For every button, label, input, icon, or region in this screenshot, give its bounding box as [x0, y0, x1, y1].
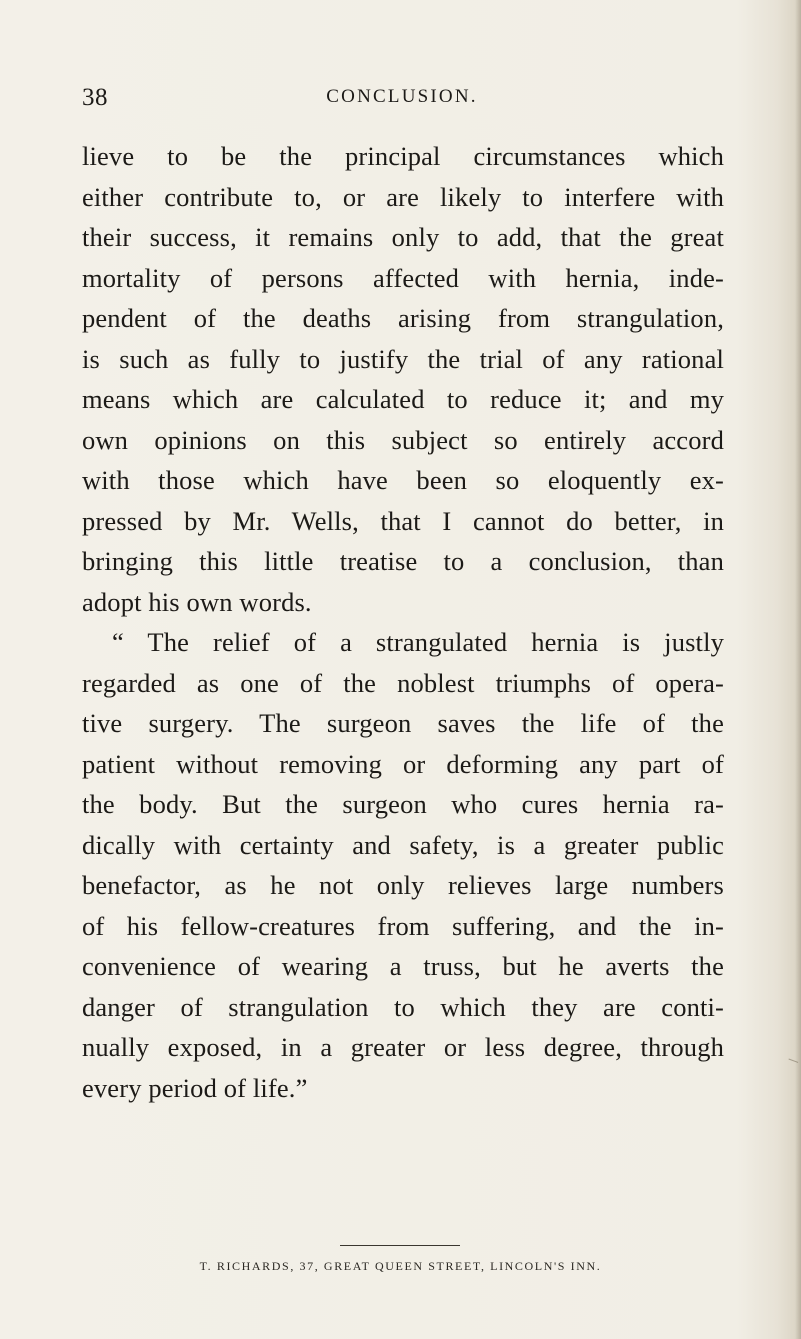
text-line: mortality of persons affected with hernia, inde-: [82, 262, 724, 293]
quotation-line: benefactor, as he not only relieves large numbers: [82, 870, 724, 900]
quotation-line: patient without removing or deforming any part of: [82, 748, 724, 779]
running-title: CONCLUSION.: [326, 86, 478, 107]
text-line: bringing this little treatise to a conclusion, than: [82, 546, 724, 576]
text-line: adopt his own words.: [82, 586, 312, 617]
page-number: 38: [82, 84, 108, 111]
footer-rule: [340, 1245, 460, 1246]
text-line: means which are calculated to reduce it; and my: [82, 384, 724, 414]
quotation-line: nually exposed, in a greater or less degree, through: [82, 1032, 724, 1062]
quotation-line: of his fellow-creatures from suffering, and the in-: [82, 910, 724, 941]
text-line: lieve to be the principal circumstances which: [82, 141, 724, 171]
quotation-line: the body. But the surgeon who cures hernia ra-: [82, 789, 724, 819]
body-text: [82, 136, 724, 1108]
quotation-line: dically with certainty and safety, is a greater public: [82, 829, 724, 860]
page-edge-shadow: [795, 0, 801, 1339]
running-head: [82, 84, 722, 114]
text-line: own opinions on this subject so entirely accord: [82, 424, 724, 455]
text-line: their success, it remains only to add, that the great: [82, 222, 724, 252]
quotation-line: every period of life.”: [82, 1072, 308, 1103]
printer-imprint: T. RICHARDS, 37, GREAT QUEEN STREET, LINCOLN'S INN.: [199, 1259, 602, 1273]
quotation-line: danger of strangulation to which they are conti-: [82, 991, 724, 1022]
text-line: is such as fully to justify the trial of any rational: [82, 343, 724, 374]
quotation-line: convenience of wearing a truss, but he averts the: [82, 951, 724, 981]
text-line: with those which have been so eloquently ex-: [82, 465, 724, 495]
text-line: pressed by Mr. Wells, that I cannot do better, in: [82, 505, 724, 536]
quotation-line: tive surgery. The surgeon saves the life of the: [82, 708, 724, 738]
text-line: pendent of the deaths arising from strangulation,: [82, 303, 724, 333]
quotation-line: “ The relief of a strangulated hernia is justly: [112, 627, 724, 657]
quotation-line: regarded as one of the noblest triumphs of opera-: [82, 667, 724, 698]
text-line: either contribute to, or are likely to interfere with: [82, 181, 724, 212]
